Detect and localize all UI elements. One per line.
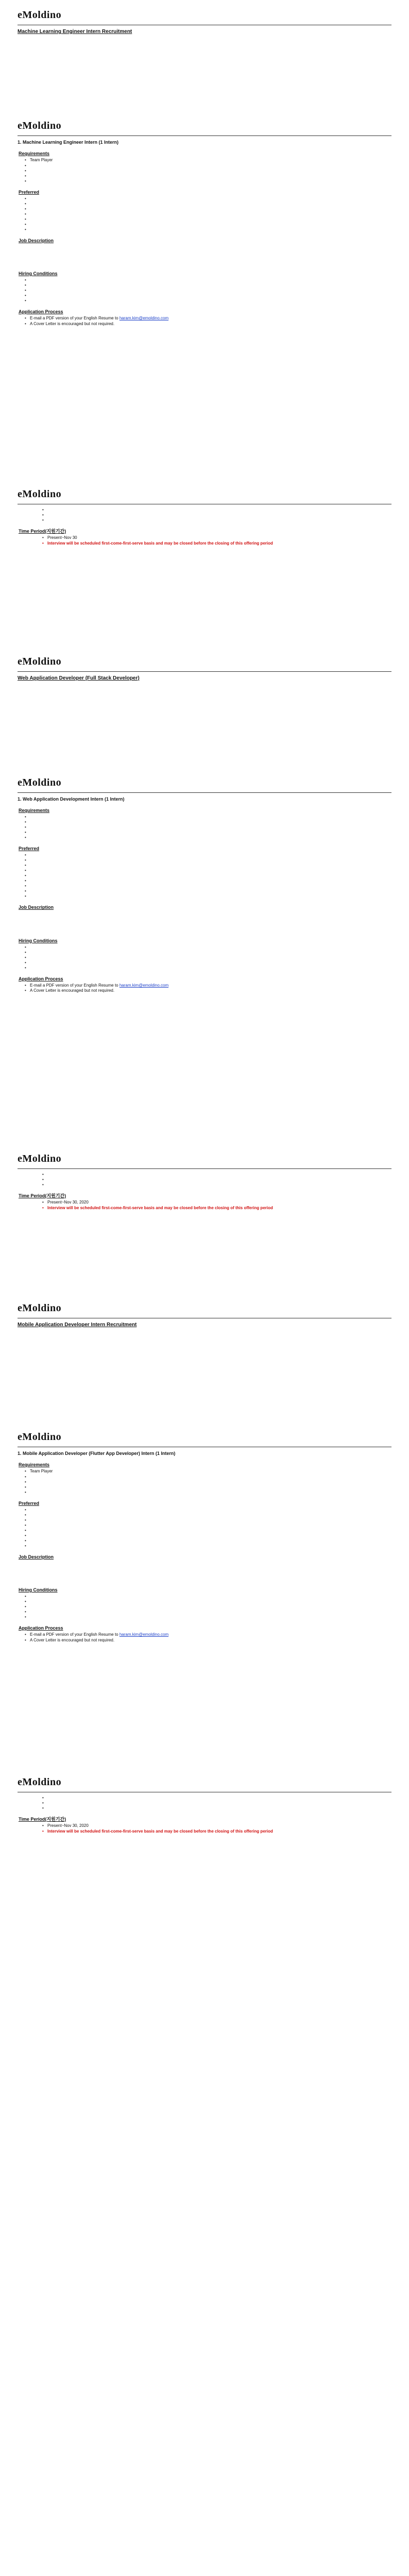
list-item: [25, 1615, 391, 1620]
letterhead: [18, 1772, 391, 1791]
list-item: [25, 835, 391, 840]
page-6: [0, 1149, 409, 1211]
list-item: • E-mail a PDF version of your English Resume to haram.kim@emoldino.com: [25, 983, 391, 988]
letterhead: [18, 1298, 391, 1317]
company-logo: eMoldino: [18, 656, 62, 667]
preferred-heading: Preferred: [19, 189, 40, 195]
list-item: [25, 863, 391, 868]
list-item: • Present~Nov 30: [42, 535, 391, 540]
list-item: [25, 965, 391, 971]
interview-note: • Interview will be scheduled first-come-first-serve basis and may be closed before the closing of this offering period: [42, 541, 391, 546]
posting-title: Machine Learning Engineer Intern Recruitment: [18, 29, 132, 35]
page-2: [0, 116, 409, 327]
list-item: [25, 1533, 391, 1538]
list-item: [42, 1795, 391, 1801]
list-item: [25, 1518, 391, 1523]
page-4: [0, 652, 409, 742]
list-item: [25, 873, 391, 878]
intro-paragraph: [18, 714, 391, 737]
list-item: [25, 955, 391, 960]
list-item: [25, 858, 391, 863]
company-logo: eMoldino: [18, 488, 62, 500]
list-item: [25, 1609, 391, 1615]
list-item: [25, 201, 391, 207]
application-process-heading: Application Process: [19, 976, 63, 981]
application-process-list: [18, 983, 391, 994]
list-item: [42, 518, 391, 523]
list-item: [25, 1604, 391, 1609]
list-item: • Present~Nov 30, 2020: [42, 1823, 391, 1828]
list-item: [25, 298, 391, 303]
list-item: [25, 950, 391, 955]
list-item: [25, 945, 391, 950]
list-item: [42, 1177, 391, 1182]
list-item: [42, 507, 391, 513]
page-1: [0, 5, 409, 95]
time-period-list: [18, 1823, 391, 1834]
email-link[interactable]: haram.kim@emoldino.com: [119, 982, 169, 988]
requirements-list: [18, 158, 391, 183]
letterhead: [18, 1149, 391, 1167]
list-item: [25, 227, 391, 232]
hiring-conditions-list: [18, 945, 391, 971]
list-item: [25, 217, 391, 222]
list-item: [25, 1528, 391, 1533]
divider: [18, 792, 391, 793]
preferred-list: [18, 1507, 391, 1549]
interview-note: • Interview will be scheduled first-come-first-serve basis and may be closed before the closing of this offering period: [42, 1206, 391, 1211]
list-item: [25, 884, 391, 889]
list-item: [25, 815, 391, 820]
time-period-list: [18, 1200, 391, 1211]
page-9: [0, 1772, 409, 1834]
list-item: [25, 889, 391, 894]
intro-paragraph: [18, 1361, 391, 1383]
list-item: [25, 825, 391, 830]
list-item: [42, 513, 391, 518]
list-item: [25, 878, 391, 884]
list-item: [25, 1544, 391, 1549]
divider: [18, 671, 391, 672]
list-item: [25, 222, 391, 227]
company-logo: eMoldino: [18, 1302, 62, 1314]
list-item: [42, 1172, 391, 1177]
divider: [18, 1168, 391, 1169]
list-item: [25, 283, 391, 288]
list-item: [25, 853, 391, 858]
job-description-heading: Job Description: [19, 905, 54, 910]
application-notes: [18, 1172, 391, 1188]
email-link[interactable]: haram.kim@emoldino.com: [119, 1632, 169, 1637]
intro-paragraph: [18, 686, 391, 709]
list-item: [25, 960, 391, 965]
time-period-heading: Time Period(지원기간): [19, 1817, 66, 1822]
list-item: [42, 1801, 391, 1806]
preferred-heading: Preferred: [19, 1500, 40, 1506]
list-item: [25, 278, 391, 283]
application-process-heading: Application Process: [19, 1625, 63, 1631]
posting-title: Web Application Developer (Full Stack Developer): [18, 675, 140, 681]
list-item: [25, 179, 391, 184]
preferred-heading: Preferred: [19, 846, 40, 852]
intro-paragraph: [18, 1333, 391, 1355]
list-item: • E-mail a PDF version of your English Resume to haram.kim@emoldino.com: [25, 316, 391, 321]
position-title: 1. Mobile Application Developer (Flutter App Developer) Intern (1 Intern): [18, 1451, 176, 1456]
list-item: [25, 196, 391, 201]
intro-paragraph: [18, 67, 391, 90]
application-process-heading: Application Process: [19, 309, 63, 315]
requirements-heading: Requirements: [19, 1462, 50, 1468]
application-notes: [18, 507, 391, 523]
list-item: • Present~Nov 30, 2020: [42, 1200, 391, 1205]
list-item: [25, 1480, 391, 1485]
page-5: [0, 773, 409, 994]
application-process-list: [18, 316, 391, 327]
list-item: • Team Player: [25, 158, 391, 163]
hiring-conditions-list: [18, 278, 391, 303]
list-item: [42, 1182, 391, 1188]
list-item: [25, 1507, 391, 1513]
list-item: • A Cover Letter is encouraged but not required.: [25, 321, 391, 327]
hiring-conditions-list: [18, 1594, 391, 1620]
list-item: [25, 288, 391, 293]
list-item: [25, 212, 391, 217]
job-description: [18, 1561, 391, 1582]
posting-title: Mobile Application Developer Intern Recruitment: [18, 1322, 137, 1328]
list-item: [25, 1490, 391, 1495]
list-item: [25, 1523, 391, 1528]
hiring-conditions-heading: Hiring Conditions: [19, 270, 58, 276]
hiring-conditions-heading: Hiring Conditions: [19, 938, 58, 943]
list-item: [25, 1538, 391, 1544]
divider: [18, 135, 391, 136]
list-item: [25, 830, 391, 835]
list-item: [25, 1599, 391, 1604]
list-item: • E-mail a PDF version of your English Resume to haram.kim@emoldino.com: [25, 1632, 391, 1637]
company-logo: eMoldino: [18, 1431, 62, 1443]
list-item: [25, 168, 391, 174]
letterhead: [18, 1427, 391, 1446]
company-logo: eMoldino: [18, 777, 62, 788]
company-logo: eMoldino: [18, 1776, 62, 1788]
time-period-list: [18, 535, 391, 546]
company-logo: eMoldino: [18, 1153, 62, 1164]
page-3: [0, 484, 409, 546]
list-item: [42, 1806, 391, 1811]
list-item: [25, 1594, 391, 1599]
time-period-heading: Time Period(지원기간): [19, 529, 66, 534]
list-item: [25, 894, 391, 899]
time-period-heading: Time Period(지원기간): [19, 1193, 66, 1198]
list-item: [25, 1485, 391, 1490]
job-description: [18, 912, 391, 933]
company-logo: eMoldino: [18, 120, 62, 131]
list-item: [25, 163, 391, 168]
letterhead: [18, 5, 391, 24]
preferred-list: [18, 196, 391, 232]
requirements-heading: Requirements: [19, 151, 50, 157]
letterhead: [18, 773, 391, 791]
list-item: • A Cover Letter is encouraged but not required.: [25, 988, 391, 993]
hiring-conditions-heading: Hiring Conditions: [19, 1587, 58, 1592]
position-title: 1. Machine Learning Engineer Intern (1 Intern): [18, 140, 119, 145]
list-item: • Team Player: [25, 1469, 391, 1474]
letterhead: [18, 116, 391, 134]
letterhead: [18, 484, 391, 503]
intro-paragraph: [18, 40, 391, 62]
preferred-list: [18, 853, 391, 899]
interview-note: • Interview will be scheduled first-come-first-serve basis and may be closed before the closing of this offering period: [42, 1829, 391, 1834]
company-logo: eMoldino: [18, 9, 62, 21]
job-description: [18, 245, 391, 265]
job-description-heading: Job Description: [19, 1554, 54, 1560]
position-title: 1. Web Application Development Intern (1 Intern): [18, 796, 125, 802]
list-item: [25, 174, 391, 179]
requirements-list: [18, 815, 391, 840]
list-item: [25, 1475, 391, 1480]
letterhead: [18, 652, 391, 670]
list-item: • A Cover Letter is encouraged but not required.: [25, 1638, 391, 1643]
requirements-list: [18, 1469, 391, 1495]
list-item: [25, 820, 391, 825]
page-8: [0, 1427, 409, 1643]
job-description-heading: Job Description: [19, 238, 54, 243]
list-item: [25, 868, 391, 873]
list-item: [25, 293, 391, 298]
page-7: [0, 1298, 409, 1388]
requirements-heading: Requirements: [19, 808, 50, 814]
list-item: [25, 207, 391, 212]
email-link[interactable]: haram.kim@emoldino.com: [119, 316, 169, 321]
application-process-list: [18, 1632, 391, 1643]
list-item: [25, 1513, 391, 1518]
application-notes: [18, 1795, 391, 1811]
